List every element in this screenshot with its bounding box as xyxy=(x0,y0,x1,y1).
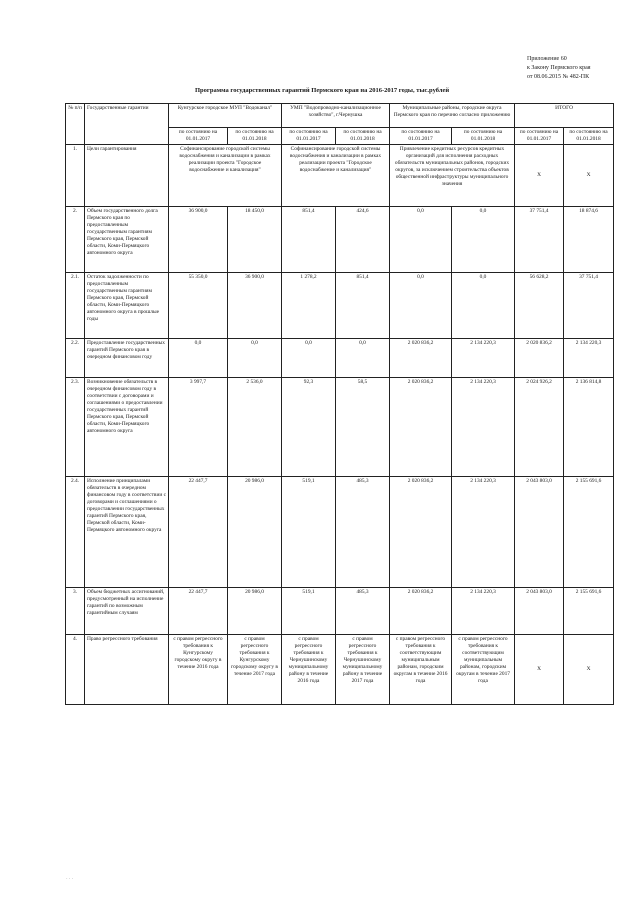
cell-value: 18 450,0 xyxy=(228,207,282,273)
appendix-line: от 08.06.2015 № 482-ПК xyxy=(527,74,590,80)
subheader-2017: по состоянию на 01.01.2017 xyxy=(515,128,564,145)
cell-value: 519,1 xyxy=(282,477,336,588)
cell-value: 37 751,4 xyxy=(564,273,614,339)
cell-value: 851,4 xyxy=(336,273,390,339)
row-label: Право регрессного требования xyxy=(85,635,169,705)
row-label: Возникновение обязательств в очередном финансовом году в соответствии с договорами и соглашениями о предоставлении государственных гарантий Пермского края, Пермской области, Коми-Пермяцкого автономного округа xyxy=(85,378,169,477)
cell-value: 485,3 xyxy=(336,477,390,588)
cell-value: 2 020 836,2 xyxy=(390,588,452,635)
table-row xyxy=(66,477,614,588)
row-num: 2.4. xyxy=(66,477,85,588)
cell-total-2017: X xyxy=(515,145,564,207)
cell-value: 2 134 220,3 xyxy=(452,588,515,635)
cell-value: 18 874,6 xyxy=(564,207,614,273)
cell-value: 55 350,0 xyxy=(169,273,228,339)
appendix-line: Приложение 60 xyxy=(527,56,567,62)
header-municipal: Муниципальные районы, городские округа Пермского края по перечню согласно приложению xyxy=(390,104,515,128)
table-row xyxy=(66,273,614,339)
table-row xyxy=(66,378,614,477)
cell-value: 424,6 xyxy=(336,207,390,273)
cell-value: 2 024 926,2 xyxy=(515,378,564,477)
row-label: Объем бюджетных ассигнований, предусмотренный на исполнение гарантий по возможным гарантийным случаям xyxy=(85,588,169,635)
header-kungur: Кунгурское городское МУП "Водоканал" xyxy=(169,104,282,128)
cell-value: 3 997,7 xyxy=(169,378,228,477)
cell-value: 0,0 xyxy=(336,339,390,378)
cell-value: 36 900,0 xyxy=(169,207,228,273)
cell-value: 0,0 xyxy=(169,339,228,378)
document-title: Программа государственных гарантий Пермского края на 2016-2017 годы, тыс.рублей xyxy=(195,87,450,94)
cell-value: 2 043 803,0 xyxy=(515,588,564,635)
row-num: 2.3. xyxy=(66,378,85,477)
appendix-line: к Закону Пермского края xyxy=(527,65,591,71)
cell-value: 2 134 220,3 xyxy=(452,477,515,588)
cell-value: 2 134 220,3 xyxy=(452,339,515,378)
subheader-2018: по состоянию на 01.01.2018 xyxy=(336,128,390,145)
cell-value: 2 134 220,3 xyxy=(564,339,614,378)
row-label: Предоставление государственных гарантий Пермского края в очередном финансовом году xyxy=(85,339,169,378)
cell-value: 2 020 836,2 xyxy=(390,339,452,378)
row-num: 3. xyxy=(66,588,85,635)
cell-regress: с правом регрессного требования к соответствующим муниципальным районам, городским округам в течение 2016 года xyxy=(390,635,452,705)
cell-value: 0,0 xyxy=(390,207,452,273)
table-row xyxy=(66,588,614,635)
cell-value: 2 020 836,2 xyxy=(390,378,452,477)
cell-value: 519,1 xyxy=(282,588,336,635)
row-num: 4. xyxy=(66,635,85,705)
page-footnote: · · · xyxy=(66,877,74,882)
cell-value: 2 136 814,8 xyxy=(564,378,614,477)
row-label: Объем государственного долга Пермского края по предоставленным государственным гарантиям Пермского края, Пермской области, Коми-Пермяцкого автономного округа xyxy=(85,207,169,273)
row-num: 2.2. xyxy=(66,339,85,378)
cell-value: 2 020 836,2 xyxy=(515,339,564,378)
cell-value: 20 986,0 xyxy=(228,588,282,635)
row-num: 1. xyxy=(66,145,85,207)
subheader-2018: по состоянию на 01.01.2018 xyxy=(228,128,282,145)
cell-value: 2 536,0 xyxy=(228,378,282,477)
guarantee-program-table xyxy=(65,103,614,705)
cell-total-2018: X xyxy=(564,145,614,207)
table-row xyxy=(66,339,614,378)
cell-value: 851,4 xyxy=(282,207,336,273)
row-num: 2.1. xyxy=(66,273,85,339)
cell-value: 92,3 xyxy=(282,378,336,477)
cell-value: 2 155 691,6 xyxy=(564,477,614,588)
row-label: Цели гарантирования xyxy=(85,145,169,207)
cell-total-2017: X xyxy=(515,635,564,705)
row-label: Исполнение принципалами обязательств в очередном финансовом году в соответствии с договорами и соглашениями о предоставлении государственных гарантий Пермского края, Пермской области, Коми-Пермяцкого автономного округа xyxy=(85,477,169,588)
row-label: Остаток задолженности по предоставленным государственным гарантиям Пермского края, Пермской области, Коми-Пермяцкого автономного округа в прошлые годы xyxy=(85,273,169,339)
cell-value: 2 134 220,3 xyxy=(452,378,515,477)
table-row xyxy=(66,635,614,705)
cell-municipal-goal: Привлечение кредитных ресурсов кредитных организаций для исполнения расходных обязательств муниципальных районов, городских округов, за исключением строительства объектов общественной инфраструктуры муниципального значения xyxy=(390,145,515,207)
cell-regress: с правом регрессного требования к Кунгурскому городскому округу в течение 2017 года xyxy=(228,635,282,705)
cell-value: 1 278,2 xyxy=(282,273,336,339)
cell-regress: с правом регрессного требования к Чернушинскому муниципальному району в течение 2016 года xyxy=(282,635,336,705)
cell-value: 37 751,4 xyxy=(515,207,564,273)
subheader-2017: по состоянию на 01.01.2017 xyxy=(390,128,452,145)
cell-value: 0,0 xyxy=(452,207,515,273)
cell-value: 2 020 836,2 xyxy=(390,477,452,588)
subheader-2017: по состоянию на 01.01.2017 xyxy=(282,128,336,145)
cell-value: 58,5 xyxy=(336,378,390,477)
subheader-2018: по состоянию на 01.01.2018 xyxy=(564,128,614,145)
cell-value: 0,0 xyxy=(282,339,336,378)
cell-value: 56 628,2 xyxy=(515,273,564,339)
cell-value: 0,0 xyxy=(390,273,452,339)
subheader-2018: по состоянию на 01.01.2018 xyxy=(452,128,515,145)
header-chernush: УМП "Водопроводно-канализационное хозяйство", г.Чернушка xyxy=(282,104,390,128)
subheader-2017: по состоянию на 01.01.2017 xyxy=(169,128,228,145)
cell-kungur-goal: Софинансирование городской системы водоснабжения и канализации в рамках реализации проекта "Городское водоснабжение и канализация" xyxy=(169,145,282,207)
cell-value: 20 986,0 xyxy=(228,477,282,588)
cell-value: 485,3 xyxy=(336,588,390,635)
cell-regress: с правом регрессного требования к Чернушинскому муниципальному району в течение 2017 года xyxy=(336,635,390,705)
cell-value: 2 043 803,0 xyxy=(515,477,564,588)
table-row xyxy=(66,207,614,273)
header-num: № п/п xyxy=(66,104,85,145)
appendix-note xyxy=(527,55,591,82)
cell-total-2018: X xyxy=(564,635,614,705)
cell-value: 22 447,7 xyxy=(169,588,228,635)
cell-value: 22 447,7 xyxy=(169,477,228,588)
table-row xyxy=(66,145,614,207)
cell-value: 36 900,0 xyxy=(228,273,282,339)
cell-regress: с правом регрессного требования к Кунгурскому городскому округу в течение 2016 года xyxy=(169,635,228,705)
cell-value: 2 155 691,6 xyxy=(564,588,614,635)
header-guarantee: Государственные гарантии xyxy=(85,104,169,145)
cell-value: 0,0 xyxy=(452,273,515,339)
cell-value: 0,0 xyxy=(228,339,282,378)
header-total: ИТОГО xyxy=(515,104,614,128)
cell-regress: с правом регрессного требования к соответствующим муниципальным районам, городским округам в течение 2017 года xyxy=(452,635,515,705)
row-num: 2. xyxy=(66,207,85,273)
cell-chernush-goal: Софинансирование городской системы водоснабжения и канализации в рамках реализации проекта "Городское водоснабжение и канализация" xyxy=(282,145,390,207)
